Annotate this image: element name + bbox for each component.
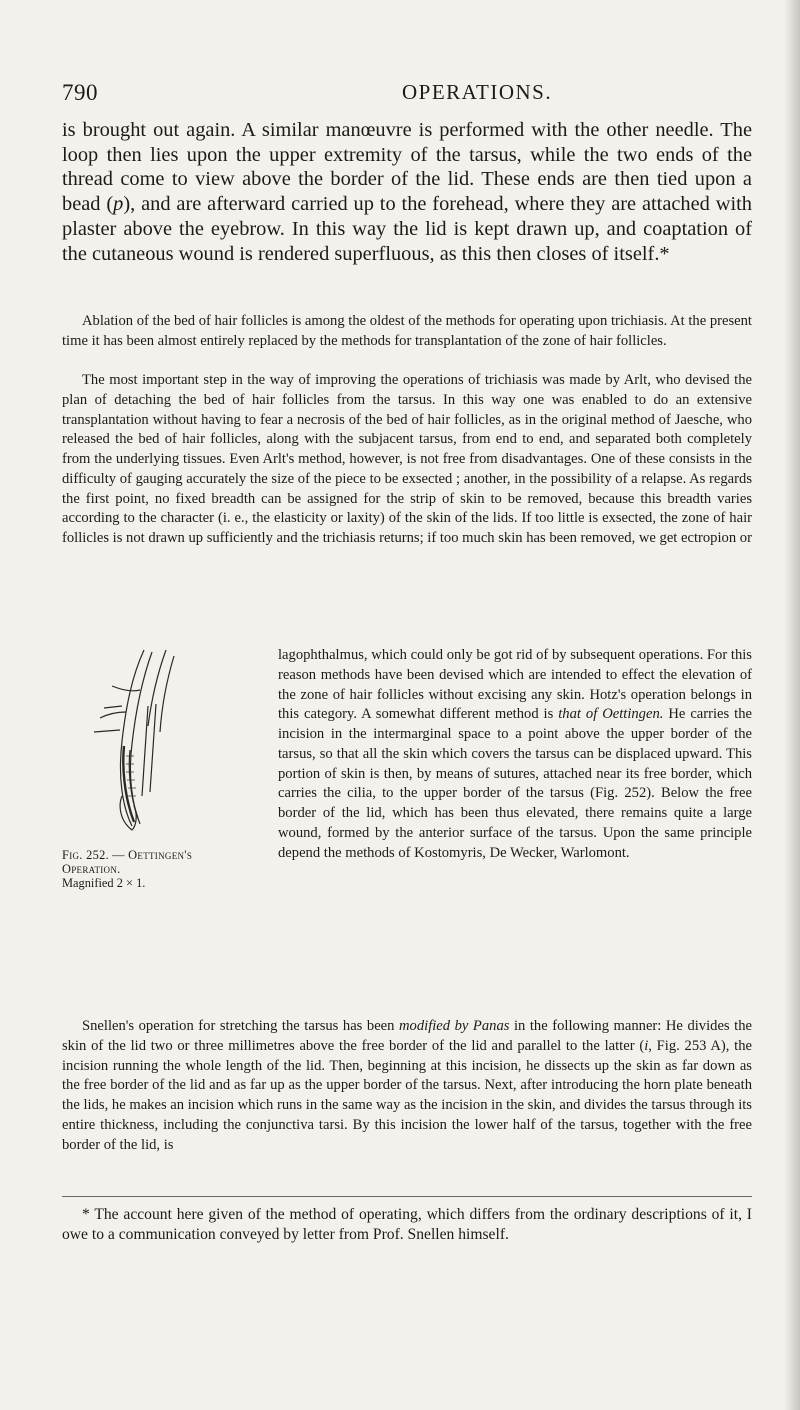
lead-paragraph <box>62 118 752 266</box>
figure-label: Fig. 252. <box>62 848 109 862</box>
page-number: 790 <box>62 80 98 105</box>
oettingen-text-b: He carries the incision in the intermarginal space to a point above the upper border of the tarsus, so that all the skin which covers the tarsus can be displaced upward. This portion of skin is then, by means of sutures, attached near its free border, which carries the cilia, to the upper border of the tarsus (Fig. 252). Below the free border of the lid, which has been thus elevated, there remains quite a large wound, formed by the anterior surface of the tarsus. Upon the same principle depend the methods of Kostomyris, De Wecker, Warlomont. <box>278 706 752 861</box>
footnote-rule <box>62 1196 752 1197</box>
figure-caption <box>62 848 202 891</box>
page-edge-shadow <box>784 0 800 1410</box>
lead-bead-letter: p <box>113 193 124 216</box>
snellen-incision-letter: i <box>644 1037 649 1054</box>
snellen-emphasis: modified by Panas <box>399 1018 510 1034</box>
snellen-text-b: in the following manner: He divides the skin of the lid two or three millimetres above the free border of the lid and parallel to the latter ( <box>62 1018 752 1054</box>
eyelid-suture-illustration <box>82 646 202 846</box>
figure-magnification: Magnified 2 × 1. <box>62 876 146 891</box>
running-head <box>62 80 752 110</box>
snellen-paragraph <box>62 1017 752 1155</box>
arlt-paragraph <box>62 371 752 549</box>
figure-252 <box>62 646 278 952</box>
running-title: OPERATIONS. <box>402 80 553 104</box>
figure-title: — Oettingen's Operation. <box>62 848 193 877</box>
footnote: * The account here given of the method of operating, which differs from the ordinary descriptions of it, I owe to a communication conveyed by letter from Prof. Snellen himself. <box>62 1206 752 1243</box>
arlt-text: The most important step in the way of improving the operations of trichiasis was made by Arlt, who devised the plan of detaching the bed of hair follicles from the tarsus. In this way one was enabled to do an extensive transplantation without having to fear a necrosis of the bed of hair follicles, as in the original method of Jaesche, who released the bed of hair follicles, along with the subjacent tarsus, from end to end, and separated both completely from the underlying tissues. Even Arlt's method, however, is not free from disadvantages. One of these consists in the difficulty of gauging accurately the size of the piece to be exsected ; another, in the possibility of a relapse. As regards the first point, no fixed breadth can be assigned for the strip of skin to be removed, because this breadth varies according to the character (i. e., the elasticity or laxity) of the skin of the lids. If too little is exsected, the zone of hair follicles is not drawn up sufficiently and the trichiasis returns; if too much skin has been removed, we get ectropion or <box>62 372 752 546</box>
lead-text-a: is brought out again. A similar manœuvre is performed with the other needle. The loop then lies upon the upper extremity of the tarsus, while the two ends of the thread come to view above the border of the lid. These ends are then tied upon a bead ( <box>62 119 752 216</box>
oettingen-emphasis: that of Oettingen. <box>558 706 664 723</box>
snellen-text-c: , Fig. 253 A), the incision running the whole length of the lid. Then, beginning at this incision, he dissects up the skin as far down as the free border of the lid and as far up as the upper border of the tarsus. Next, after introducing the horn plate beneath the lids, he makes an incision which runs in the same way as the incision in the skin, and divides the tarsus through its entire thickness, including the conjunctiva tarsi. By this incision the lower half of the tarsus, together with the free border of the lid, is <box>62 1037 752 1153</box>
ablation-paragraph: Ablation of the bed of hair follicles is among the oldest of the methods for operating upon trichiasis. At the present time it has been almost entirely replaced by the methods for transplantation of the zone of hair follicles. <box>62 313 752 349</box>
figure-wrap-area <box>62 646 752 952</box>
lead-text-b: ), and are afterward carried up to the forehead, where they are attached with plaster above the eyebrow. In this way the lid is kept drawn up, and coaptation of the cutaneous wound is rendered superfluous, as this then closes of itself.* <box>62 193 752 265</box>
snellen-text-a: Snellen's operation for stretching the tarsus has been <box>82 1018 399 1034</box>
oettingen-text-a: lagophthalmus, which could only be got rid of by subsequent operations. For this reason methods have been devised which are intended to effect the elevation of the zone of hair follicles without excising any skin. Hotz's operation belongs in this category. A somewhat different method is <box>278 647 752 723</box>
